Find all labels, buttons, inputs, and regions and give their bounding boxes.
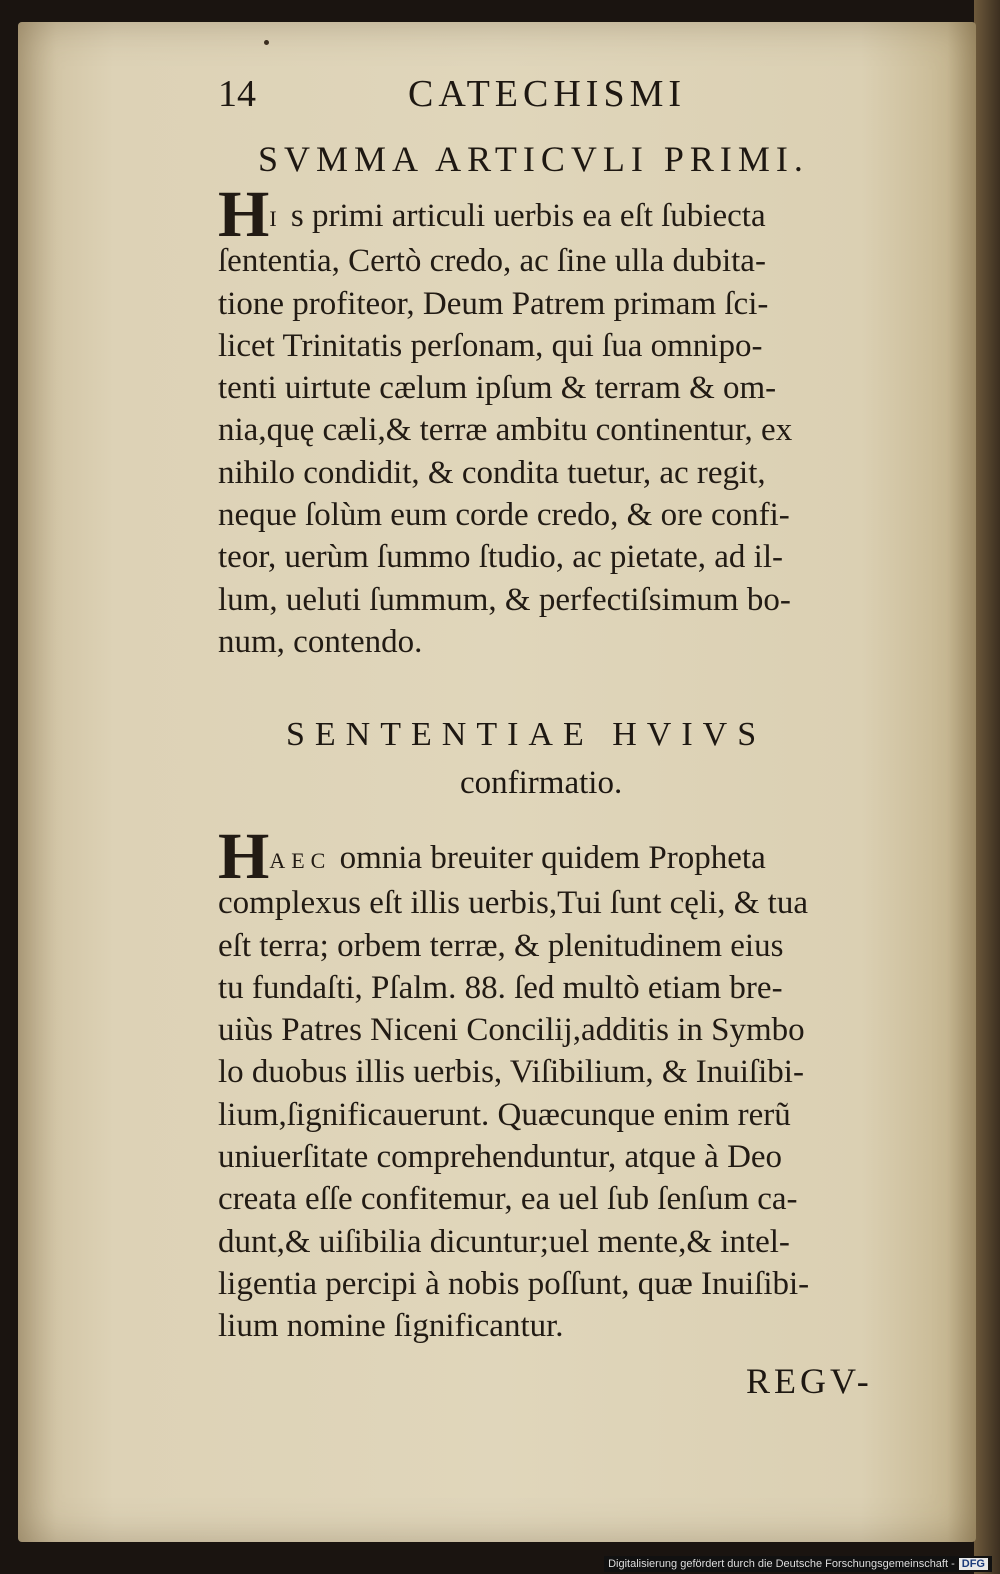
- drop-cap: H: [218, 178, 270, 251]
- text-line: tione profiteor, Deum Patrem primam ſci-: [218, 285, 769, 322]
- section-heading: SVMMA ARTICVLI PRIMI.: [258, 139, 809, 179]
- text-line: lium,ſignificauerunt. Quæcunque enim rerũ: [218, 1096, 791, 1133]
- text-line: lium nomine ſignificantur.: [218, 1308, 564, 1345]
- small-caps: AEC: [269, 848, 332, 873]
- text-line: uiùs Patres Niceni Concilij,additis in Symbo: [218, 1012, 805, 1049]
- text-line: nihilo condidit, & condita tuetur, ac regit,: [218, 454, 766, 491]
- page-header: [218, 72, 738, 122]
- book-edge: [974, 0, 1000, 1574]
- text-line: lo duobus illis uerbis, Viſibilium, & Inuiſibi-: [218, 1054, 804, 1091]
- text-line: s primi articuli uerbis ea eſt ſubiecta: [290, 198, 766, 234]
- section-heading-2: SENTENTIAE HVIVS: [286, 716, 767, 753]
- text-line: omnia breuiter quidem Propheta: [339, 840, 766, 876]
- dfg-logo: DFG: [959, 1558, 988, 1570]
- page-number: 14: [218, 73, 256, 115]
- paragraph-confirmation: [218, 820, 900, 1348]
- first-line: [218, 820, 900, 893]
- text-line: lum, ueluti ſummum, & perfectiſsimum bo-: [218, 581, 791, 618]
- text-line: tenti uirtute cælum ipſum & terram & om-: [218, 370, 777, 407]
- text-line: uniuerſitate comprehenduntur, atque à Deo: [218, 1139, 783, 1176]
- digitization-footer: [604, 1556, 992, 1572]
- text-line: num, contendo.: [218, 623, 423, 660]
- text-line: eſt terra; orbem terræ, & plenitudinem eius: [218, 927, 784, 964]
- drop-cap: H: [218, 820, 270, 893]
- ink-mark: [264, 40, 269, 45]
- catchword: REGV-: [746, 1361, 873, 1401]
- text-line: tu fundaſti, Pſalm. 88. ſed multò etiam bre-: [218, 969, 783, 1006]
- text-line: neque ſolùm eum corde credo, & ore confi-: [218, 497, 790, 534]
- section-subheading: confirmatio.: [460, 765, 623, 801]
- text-line: nia,quę cæli,& terræ ambitu continentur, ex: [218, 412, 793, 449]
- text-line: licet Trinitatis perſonam, qui ſua omnipo-: [218, 327, 763, 364]
- first-line: [218, 178, 900, 251]
- text-line: complexus eſt illis uerbis,Tui ſunt cęli, & tua: [218, 885, 808, 922]
- text-line: ligentia percipi à nobis poſſunt, quæ Inuiſibi-: [218, 1265, 810, 1302]
- text-line: teor, uerùm ſummo ſtudio, ac pietate, ad il-: [218, 539, 784, 576]
- text-line: creata eſſe confitemur, ea uel ſub ſenſum ca-: [218, 1181, 798, 1218]
- text-line: ſententia, Certò credo, ac ſine ulla dubita-: [218, 243, 766, 280]
- small-caps: I: [269, 206, 283, 231]
- footer-text: Digitalisierung gefördert durch die Deutsche Forschungsgemeinschaft -: [608, 1558, 955, 1570]
- text-line: dunt,& uiſibilia dicuntur;uel mente,& intel-: [218, 1223, 790, 1260]
- running-title: CATECHISMI: [408, 73, 687, 115]
- paragraph-summary: [218, 178, 900, 663]
